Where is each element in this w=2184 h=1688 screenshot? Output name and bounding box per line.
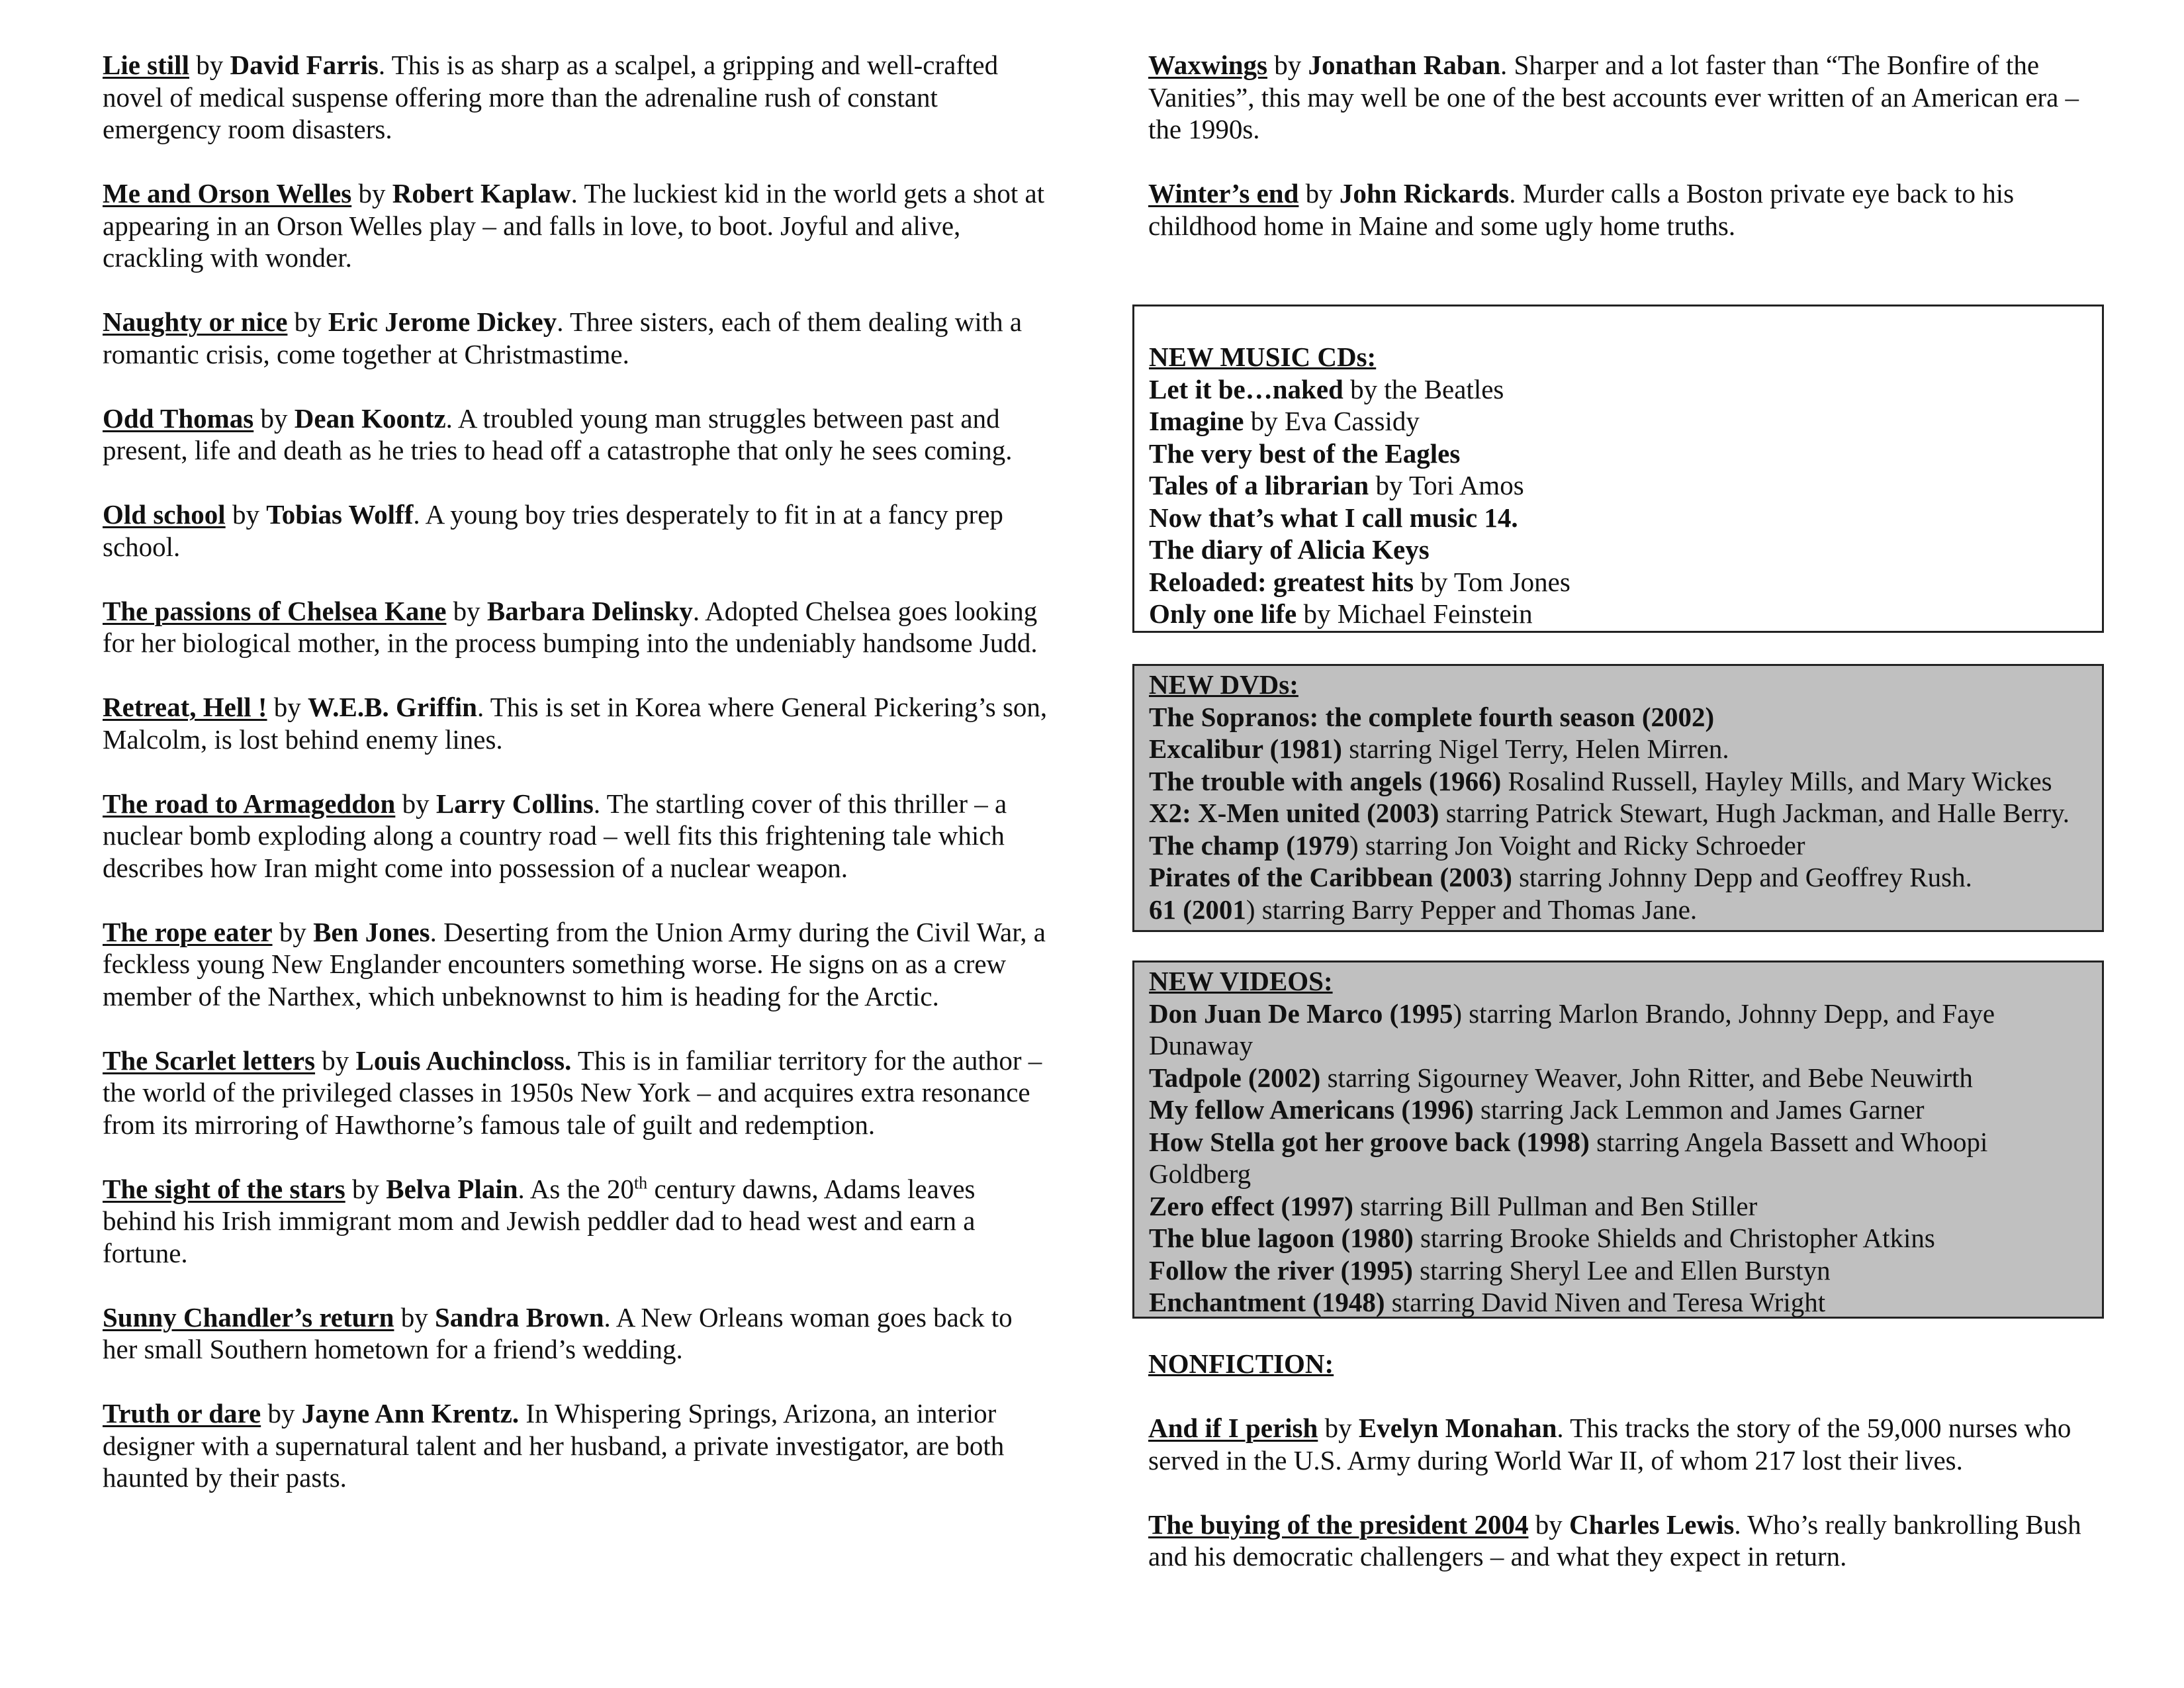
- by-text: by: [1318, 1413, 1359, 1443]
- book-author: Larry Collins: [435, 788, 594, 819]
- item-title: Let it be…naked: [1149, 373, 1343, 404]
- book-description-start: As the 20: [529, 1173, 634, 1204]
- book-entry: [103, 177, 1049, 274]
- item-detail: starring Patrick Stewart, Hugh Jackman, and Halle Berry.: [1439, 798, 2070, 828]
- video-item: [1149, 1094, 2087, 1126]
- by-text: by: [225, 499, 267, 530]
- separator: .: [477, 692, 490, 722]
- dvd-item: [1149, 861, 2087, 894]
- videos-heading: NEW VIDEOS:: [1149, 966, 1333, 996]
- book-entry: [103, 1397, 1049, 1494]
- separator: .: [1509, 178, 1523, 209]
- separator: .: [518, 1173, 530, 1204]
- item-title: The champ (1979: [1149, 829, 1349, 861]
- video-item: [1149, 1286, 2087, 1319]
- book-description: Deserting from the Union Army during the Civil War, a feckless young New Englander encounters something worse. He signs on as a crew member of the Narthex, which unbeknownst to him is heading for the Arctic.: [103, 916, 1046, 1011]
- book-title: And if I perish: [1148, 1413, 1318, 1443]
- video-item: [1149, 1222, 2087, 1254]
- by-text: by: [395, 788, 436, 819]
- item-detail: starring Sheryl Lee and Ellen Burstyn: [1412, 1254, 1831, 1286]
- item-detail: Rosalind Russell, Hayley Mills, and Mary Wickes: [1501, 765, 2052, 796]
- book-title: Sunny Chandler’s return: [103, 1301, 394, 1333]
- book-description: Who’s really bankrolling Bush and his democratic challengers – and what they expect in return.: [1148, 1509, 2081, 1571]
- video-item: [1149, 1254, 2087, 1287]
- dvd-item: [1149, 765, 2087, 798]
- book-author: W.E.B. Griffin: [308, 692, 477, 722]
- book-author: Dean Koontz: [294, 402, 446, 434]
- music-cds-box: [1132, 305, 2104, 633]
- item-title: The very best of the Eagles: [1149, 438, 1461, 469]
- book-description: The startling cover of this thriller – a nuclear bomb exploding along a country road – well fits this frightening tale which describes how Iran might come into possession of a nuclear weapon.: [103, 788, 1007, 883]
- book-description: Murder calls a Boston private eye back to his childhood home in Maine and some ugly home truths.: [1148, 178, 2015, 241]
- book-author: Eric Jerome Dickey: [328, 306, 557, 337]
- item-detail: starring Angela Bassett and Whoopi Goldberg: [1149, 1126, 1988, 1189]
- dvds-box: [1132, 664, 2104, 932]
- separator: .: [413, 499, 426, 530]
- nonfiction-section: [1148, 1348, 2101, 1605]
- by-text: by: [1528, 1509, 1569, 1540]
- book-author: John Rickards: [1339, 178, 1510, 209]
- item-title: Reloaded: greatest hits: [1149, 566, 1414, 597]
- item-detail: starring Nigel Terry, Helen Mirren.: [1342, 733, 1729, 764]
- separator: .: [604, 1301, 616, 1333]
- separator: [571, 1045, 578, 1076]
- item-title: X2: X-Men united (2003): [1149, 798, 1439, 828]
- book-entry: [103, 498, 1049, 563]
- book-entry: [103, 595, 1049, 659]
- item-detail: ) starring Marlon Brando, Johnny Depp, and Faye Dunaway: [1149, 998, 1995, 1060]
- item-title: Tales of a librarian: [1149, 470, 1369, 500]
- separator: .: [1557, 1413, 1570, 1443]
- book-description: A young boy tries desperately to fit in at a fancy prep school.: [103, 499, 1003, 562]
- book-author: Louis Auchincloss.: [355, 1045, 572, 1076]
- dvd-item: [1149, 701, 2087, 733]
- fiction-right-column: [1148, 49, 2101, 274]
- separator: .: [445, 402, 458, 434]
- videos-box: [1132, 961, 2104, 1319]
- book-entry: [1148, 1412, 2101, 1476]
- book-description: This is set in Korea where General Pickering’s son, Malcolm, is lost behind enemy lines.: [103, 692, 1048, 755]
- music-item: [1149, 405, 2087, 438]
- item-detail: ) starring Jon Voight and Ricky Schroeder: [1349, 829, 1805, 861]
- book-author: Belva Plain: [386, 1173, 518, 1204]
- book-author: Robert Kaplaw: [392, 178, 571, 209]
- separator: .: [593, 788, 607, 819]
- video-item: [1149, 1126, 2087, 1190]
- book-title: The buying of the president 2004: [1148, 1509, 1529, 1540]
- separator: .: [1734, 1509, 1748, 1540]
- book-entry: [103, 916, 1049, 1013]
- book-entry: [103, 788, 1049, 884]
- book-title: Odd Thomas: [103, 402, 254, 434]
- book-author: Sandra Brown: [434, 1301, 604, 1333]
- book-description: In Whispering Springs, Arizona, an interior designer with a supernatural talent and her husband, a private investigator, are both haunted by their pasts.: [103, 1398, 1005, 1493]
- item-title: The diary of Alicia Keys: [1149, 534, 1430, 565]
- book-description: The luckiest kid in the world gets a shot at appearing in an Orson Welles play – and falls in love, to boot. Joyful and alive, crackling with wonder.: [103, 178, 1045, 273]
- book-title: The sight of the stars: [103, 1173, 345, 1204]
- video-item: [1149, 998, 2087, 1062]
- item-title: 61 (2001: [1149, 894, 1246, 925]
- item-title: The blue lagoon (1980): [1149, 1223, 1414, 1253]
- book-title: Old school: [103, 499, 226, 530]
- book-author: Jayne Ann Krentz.: [301, 1398, 520, 1429]
- book-title: Retreat, Hell !: [103, 692, 267, 722]
- music-item: [1149, 598, 2087, 630]
- by-text: by: [315, 1045, 356, 1076]
- item-detail: starring Bill Pullman and Ben Stiller: [1353, 1190, 1758, 1221]
- separator: .: [557, 306, 570, 337]
- item-title: Now that’s what I call music 14.: [1149, 502, 1518, 533]
- item-detail: starring David Niven and Teresa Wright: [1385, 1287, 1826, 1317]
- dvd-item: [1149, 829, 2087, 862]
- book-title: Lie still: [103, 50, 189, 80]
- by-text: by: [267, 692, 308, 722]
- book-entry: [103, 49, 1049, 146]
- music-item: [1149, 469, 2087, 502]
- music-item: [1149, 373, 2087, 406]
- nonfiction-heading: NONFICTION:: [1148, 1348, 1334, 1379]
- book-title: The road to Armageddon: [103, 788, 396, 819]
- video-item: [1149, 1190, 2087, 1223]
- item-title: Zero effect (1997): [1149, 1190, 1353, 1221]
- book-description: Adopted Chelsea goes looking for her biological mother, in the process bumping into the undeniably handsome Judd.: [103, 595, 1038, 658]
- book-title: The rope eater: [103, 916, 273, 947]
- item-title: Tadpole (2002): [1149, 1062, 1321, 1093]
- book-entry: [1148, 1509, 2101, 1573]
- by-text: by: [351, 178, 392, 209]
- item-detail: by the Beatles: [1343, 373, 1504, 404]
- book-title: The passions of Chelsea Kane: [103, 595, 447, 626]
- by-text: by: [446, 595, 487, 626]
- item-title: Pirates of the Caribbean (2003): [1149, 862, 1512, 892]
- book-author: Ben Jones: [313, 916, 430, 947]
- book-author: Tobias Wolff: [266, 499, 414, 530]
- item-detail: by Michael Feinstein: [1297, 598, 1533, 629]
- item-title: My fellow Americans (1996): [1149, 1094, 1474, 1125]
- book-title: The Scarlet letters: [103, 1045, 316, 1076]
- book-description: This is in familiar territory for the author – the world of the privileged classes in 1950s New York – and acquires extra resonance from its mirroring of Hawthorne’s famous tale of guilt and redemption.: [103, 1045, 1042, 1140]
- book-entry: [1148, 177, 2101, 242]
- by-text: by: [253, 402, 295, 434]
- item-title: How Stella got her groove back (1998): [1149, 1126, 1590, 1157]
- by-text: by: [272, 916, 314, 947]
- dvd-item: [1149, 894, 2087, 926]
- book-entry: [103, 402, 1049, 467]
- item-detail: starring Sigourney Weaver, John Ritter, and Bebe Neuwirth: [1320, 1062, 1973, 1093]
- separator: .: [570, 178, 584, 209]
- book-entry: [103, 691, 1049, 755]
- book-title: Waxwings: [1148, 50, 1267, 80]
- item-title: Enchantment (1948): [1149, 1287, 1385, 1317]
- by-text: by: [287, 306, 328, 337]
- book-title: Naughty or nice: [103, 306, 288, 337]
- book-description: This tracks the story of the 59,000 nurses who served in the U.S. Army during World War II, of whom 217 lost their lives.: [1148, 1413, 2071, 1476]
- item-title: Only one life: [1149, 598, 1297, 629]
- item-title: The trouble with angels (1966): [1149, 765, 1502, 796]
- item-title: Follow the river (1995): [1149, 1254, 1413, 1286]
- music-heading: NEW MUSIC CDs:: [1149, 342, 1377, 372]
- separator: [519, 1398, 525, 1429]
- item-detail: by Eva Cassidy: [1244, 406, 1420, 436]
- book-description: A troubled young man struggles between past and present, life and death as he tries to head off a catastrophe that only he sees coming.: [103, 402, 1013, 465]
- item-detail: starring Johnny Depp and Geoffrey Rush.: [1512, 862, 1972, 892]
- book-author: David Farris: [230, 50, 379, 80]
- book-title: Me and Orson Welles: [103, 178, 352, 209]
- item-detail: starring Brooke Shields and Christopher Atkins: [1413, 1223, 1935, 1253]
- book-author: Charles Lewis: [1569, 1509, 1735, 1540]
- book-entry: [103, 1045, 1049, 1141]
- item-title: Imagine: [1149, 406, 1244, 436]
- dvd-item: [1149, 733, 2087, 765]
- book-entry: [103, 306, 1049, 370]
- item-detail: by Tom Jones: [1414, 566, 1570, 597]
- music-item: [1149, 438, 2087, 470]
- video-item: [1149, 1062, 2087, 1094]
- separator: .: [378, 50, 392, 80]
- separator: .: [1500, 50, 1514, 80]
- by-text: by: [261, 1398, 302, 1429]
- separator: .: [692, 595, 705, 626]
- dvds-heading: NEW DVDs:: [1149, 669, 1298, 700]
- dvd-item: [1149, 797, 2087, 829]
- book-title: Truth or dare: [103, 1398, 261, 1429]
- book-description: Three sisters, each of them dealing with a romantic crisis, come together at Christmastime.: [103, 306, 1023, 369]
- book-author: Jonathan Raban: [1308, 50, 1501, 80]
- by-text: by: [189, 50, 230, 80]
- fiction-left-column: [103, 49, 1049, 1526]
- book-entry: [103, 1173, 1049, 1270]
- book-entry: [103, 1301, 1049, 1366]
- by-text: by: [345, 1173, 387, 1204]
- book-description: Sharper and a lot faster than “The Bonfire of the Vanities”, this may well be one of the best accounts ever written of an American era – the 1990s.: [1148, 50, 2079, 144]
- separator: .: [430, 916, 444, 947]
- book-author: Evelyn Monahan: [1358, 1413, 1557, 1443]
- book-description: A New Orleans woman goes back to her small Southern hometown for a friend’s wedding.: [103, 1301, 1013, 1364]
- item-detail: starring Jack Lemmon and James Garner: [1473, 1094, 1925, 1125]
- item-title: The Sopranos: the complete fourth season (2002): [1149, 701, 1715, 732]
- book-description: century dawns, Adams leaves behind his Irish immigrant mom and Jewish peddler dad to head west and earn a fortune.: [103, 1173, 976, 1268]
- by-text: by: [1267, 50, 1308, 80]
- music-item: [1149, 502, 2087, 534]
- music-item: [1149, 566, 2087, 598]
- book-author: Barbara Delinsky: [486, 595, 693, 626]
- item-detail: ) starring Barry Pepper and Thomas Jane.: [1246, 894, 1698, 925]
- by-text: by: [1298, 178, 1340, 209]
- music-item: [1149, 534, 2087, 566]
- superscript: th: [633, 1172, 648, 1192]
- by-text: by: [394, 1301, 435, 1333]
- item-title: Excalibur (1981): [1149, 733, 1342, 764]
- item-detail: by Tori Amos: [1369, 470, 1524, 500]
- book-title: Winter’s end: [1148, 178, 1299, 209]
- item-title: Don Juan De Marco (1995: [1149, 998, 1453, 1029]
- book-entry: [1148, 49, 2101, 146]
- book-description: This is as sharp as a scalpel, a gripping and well-crafted novel of medical suspense offering more than the adrenaline rush of constant emergency room disasters.: [103, 50, 999, 144]
